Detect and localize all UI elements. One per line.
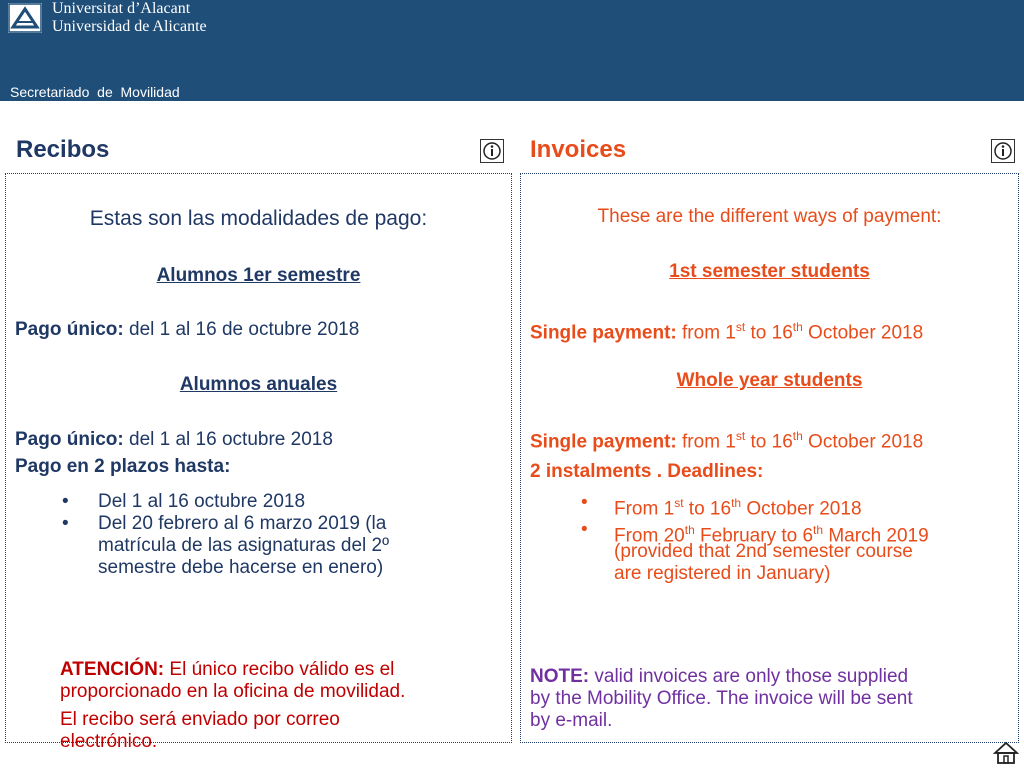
- recibos-title: Recibos: [16, 136, 110, 163]
- pay-from: from 1: [676, 431, 736, 453]
- pay-to: to 16: [745, 431, 793, 453]
- section-heading-1st-semester: 1st semester students: [669, 261, 870, 282]
- instalment-1: [614, 492, 862, 520]
- university-logo: [8, 3, 42, 33]
- instalment-2-line2: (provided that 2nd semester course: [614, 541, 913, 562]
- note-text: valid invoices are only those supplied: [589, 666, 909, 687]
- bullet-icon: •: [581, 492, 588, 513]
- ordinal-suffix: th: [792, 429, 803, 443]
- single-payment-1st-semester: [530, 316, 923, 344]
- ordinal-suffix: th: [813, 523, 824, 537]
- installment-2-line2: matrícula de las asignaturas del 2º: [98, 535, 390, 556]
- atencion-notice-line3: El recibo será enviado por correo: [60, 709, 340, 730]
- pago-unico-label: Pago único:: [15, 319, 124, 340]
- university-name-spanish: Universidad de Alicante: [52, 18, 207, 35]
- instalment-from: From 20: [614, 525, 685, 547]
- pay-to: to 16: [745, 322, 793, 344]
- invoices-intro: These are the different ways of payment:: [597, 206, 942, 227]
- instalment-to: to 16: [683, 498, 732, 520]
- bullet-icon: •: [62, 513, 69, 534]
- recibos-intro: Estas son las modalidades de pago:: [89, 207, 428, 230]
- single-payment-whole-year: [530, 425, 923, 453]
- bullet-icon: •: [581, 519, 588, 540]
- ordinal-suffix: st: [735, 429, 746, 443]
- invoices-title: Invoices: [530, 136, 627, 163]
- pago-unico-label: Pago único:: [15, 429, 124, 450]
- pay-from: from 1: [676, 322, 736, 344]
- atencion-label: ATENCIÓN:: [60, 659, 165, 680]
- ordinal-suffix: th: [792, 320, 803, 334]
- single-payment-label: Single payment:: [530, 322, 677, 344]
- atencion-notice-line2: proporcionado en la oficina de movilidad.: [60, 681, 406, 702]
- university-name: [52, 0, 207, 36]
- installment-2-line3: semestre debe hacerse en enero): [98, 557, 384, 578]
- single-payment-label: Single payment:: [530, 431, 677, 453]
- pago-unico-anuales: [15, 429, 333, 451]
- instalment-mid: February to 6: [694, 525, 814, 547]
- section-heading-1er-semestre: Alumnos 1er semestre: [156, 265, 361, 286]
- instalment-2-line3: are registered in January): [614, 563, 831, 584]
- instalments-label: 2 instalments . Deadlines:: [530, 461, 764, 482]
- atencion-text: El único recibo válido es el: [164, 659, 395, 680]
- installment-1: Del 1 al 16 octubre 2018: [98, 491, 306, 512]
- info-icon[interactable]: [991, 139, 1015, 163]
- pago-unico-dates: del 1 al 16 de octubre 2018: [123, 319, 360, 340]
- note-line3: by e-mail.: [530, 710, 613, 731]
- installments-label: Pago en 2 plazos hasta:: [15, 456, 231, 477]
- pay-month: October 2018: [802, 431, 924, 453]
- pay-month: October 2018: [802, 322, 924, 344]
- ordinal-suffix: th: [731, 496, 742, 510]
- pago-unico-1er-semestre: [15, 319, 359, 341]
- header-banner: [0, 0, 1024, 101]
- atencion-notice-line4: electrónico.: [60, 731, 158, 752]
- instalment-end: March 2019: [823, 525, 929, 547]
- invoices-panel: [520, 173, 1019, 743]
- pago-unico-dates: del 1 al 16 octubre 2018: [123, 429, 333, 450]
- ordinal-suffix: st: [735, 320, 746, 334]
- atencion-notice-line1: [60, 659, 394, 681]
- info-icon[interactable]: [480, 139, 504, 163]
- bullet-icon: •: [62, 491, 69, 512]
- section-heading-whole-year: Whole year students: [676, 370, 863, 391]
- note-line2: by the Mobility Office. The invoice will be sent: [530, 688, 913, 709]
- home-icon[interactable]: [993, 741, 1019, 765]
- instalment-from: From 1: [614, 498, 675, 520]
- department-name: Secretariado de Movilidad: [10, 84, 180, 100]
- instalment-end: October 2018: [741, 498, 862, 520]
- installment-2-line1: Del 20 febrero al 6 marzo 2019 (la: [98, 513, 387, 534]
- university-name-valencian: Universitat d’Alacant: [52, 0, 191, 17]
- section-heading-anuales: Alumnos anuales: [179, 374, 338, 395]
- ordinal-suffix: th: [684, 523, 695, 537]
- note-label: NOTE:: [530, 666, 590, 687]
- ordinal-suffix: st: [674, 496, 684, 510]
- note-line1: [530, 666, 908, 688]
